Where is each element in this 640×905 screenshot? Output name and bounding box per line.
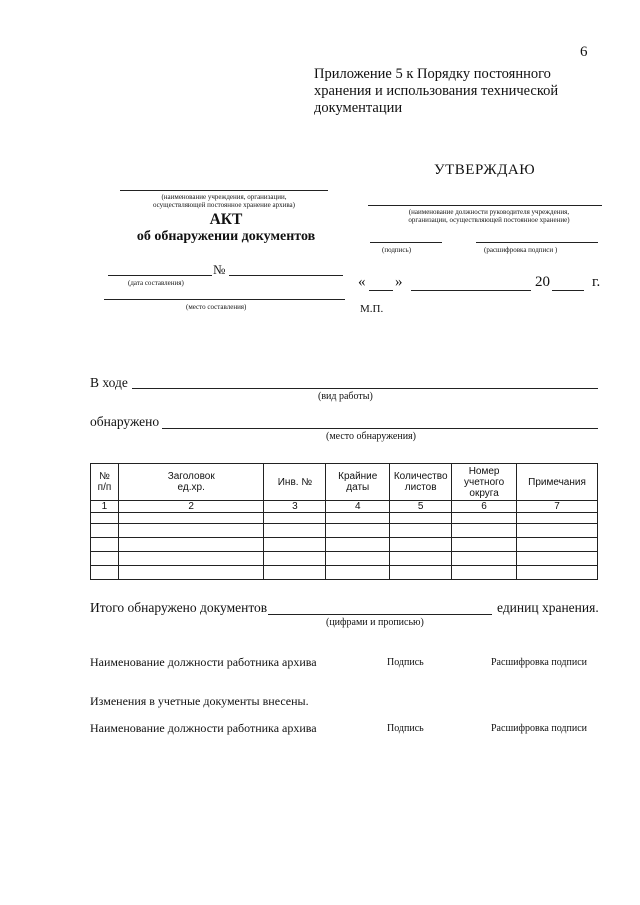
table-row xyxy=(91,552,598,566)
table-cell xyxy=(264,524,326,538)
position-caption-2: организации, осуществляющей постоянное хранение) xyxy=(408,216,570,224)
approve-signature-line xyxy=(370,242,442,243)
number-sign: № xyxy=(213,262,226,277)
table-row xyxy=(91,513,598,524)
appendix-note xyxy=(314,66,558,117)
table-cell xyxy=(326,552,390,566)
appendix-line-3: документации xyxy=(314,100,403,116)
approve-day-line xyxy=(369,290,393,291)
position-caption-1: (наименование должности руководителя учреждения, xyxy=(408,208,570,216)
table-cell xyxy=(326,513,390,524)
table-cell xyxy=(517,513,598,524)
column-number-cell: 6 xyxy=(452,501,517,513)
changes-note: Изменения в учетные документы внесены. xyxy=(90,694,309,708)
table-cell xyxy=(390,552,452,566)
work-caption: (вид работы) xyxy=(318,391,373,402)
table-cell xyxy=(118,524,264,538)
table-cell xyxy=(390,513,452,524)
approve-date-open-quote: « xyxy=(358,274,366,290)
signature-label-1: Подпись xyxy=(387,657,424,668)
table-cell xyxy=(118,566,264,580)
total-units: единиц хранения. xyxy=(497,600,599,615)
table-row xyxy=(91,524,598,538)
table-cell xyxy=(264,552,326,566)
table-cell xyxy=(326,524,390,538)
position-line xyxy=(368,205,602,206)
table-cell xyxy=(517,552,598,566)
table-row xyxy=(91,566,598,580)
table-cell xyxy=(452,552,517,566)
table-header-row xyxy=(91,464,598,501)
approve-date-close-quote: » xyxy=(395,274,403,290)
table-cell xyxy=(452,524,517,538)
table-cell xyxy=(118,552,264,566)
col-header-notes: Примечания xyxy=(517,464,598,501)
found-line xyxy=(162,428,598,429)
signature-decoding-2: Расшифровка подписи xyxy=(491,723,587,734)
col-header-inventory: Инв. № xyxy=(264,464,326,501)
table-cell xyxy=(452,566,517,580)
column-number-cell: 1 xyxy=(91,501,119,513)
column-number-cell: 7 xyxy=(517,501,598,513)
column-number-cell: 4 xyxy=(326,501,390,513)
page-number: 6 xyxy=(580,44,588,60)
table-cell xyxy=(452,538,517,552)
seal-mark: М.П. xyxy=(360,303,384,315)
table-cell xyxy=(118,538,264,552)
column-number-cell: 3 xyxy=(264,501,326,513)
col-header-sheets: Количество листов xyxy=(390,464,452,501)
table-cell xyxy=(517,566,598,580)
table-cell xyxy=(390,538,452,552)
date-line xyxy=(108,275,212,276)
act-title: АКТ xyxy=(209,211,243,228)
number-line xyxy=(229,275,343,276)
approve-decoding-caption: (расшифровка подписи ) xyxy=(484,246,558,254)
approve-month-line xyxy=(411,290,531,291)
place-line xyxy=(104,299,345,300)
approve-title: УТВЕРЖДАЮ xyxy=(434,162,536,178)
during-label: В ходе xyxy=(90,375,128,390)
org-line xyxy=(120,190,328,191)
table-cell xyxy=(390,524,452,538)
table-cell xyxy=(517,538,598,552)
table-cell xyxy=(264,566,326,580)
approve-year-prefix: 20 xyxy=(535,274,550,290)
table-number-row xyxy=(91,501,598,513)
table-cell xyxy=(91,513,119,524)
approve-decoding-line xyxy=(476,242,598,243)
position-caption xyxy=(384,208,594,224)
table-cell xyxy=(390,566,452,580)
total-caption: (цифрами и прописью) xyxy=(326,617,424,628)
org-caption-2: осуществляющей постоянное хранение архива) xyxy=(152,201,295,209)
approve-year-suffix: г. xyxy=(592,274,601,290)
date-caption: (дата составления) xyxy=(128,279,184,287)
signature-position-2: Наименование должности работника архива xyxy=(90,721,317,735)
table-cell xyxy=(91,538,119,552)
col-header-number: № п/п xyxy=(91,464,119,501)
found-label: обнаружено xyxy=(90,414,160,429)
table-cell xyxy=(326,566,390,580)
table-cell xyxy=(452,513,517,524)
table-cell xyxy=(91,524,119,538)
total-label: Итого обнаружено документов xyxy=(90,600,268,615)
org-caption xyxy=(118,193,330,209)
signature-position-1: Наименование должности работника архива xyxy=(90,655,317,669)
org-caption-1: (наименование учреждения, организации, xyxy=(161,193,287,201)
documents-table xyxy=(90,463,598,580)
work-line xyxy=(132,388,598,389)
table-cell xyxy=(91,552,119,566)
col-header-title: Заголовок ед.хр. xyxy=(118,464,264,501)
table-cell xyxy=(264,513,326,524)
act-subtitle: об обнаружении документов xyxy=(136,229,316,244)
appendix-line-1: Приложение 5 к Порядку постоянного xyxy=(314,66,551,82)
appendix-line-2: хранения и использования технической xyxy=(314,83,559,99)
signature-label-2: Подпись xyxy=(387,723,424,734)
table-cell xyxy=(264,538,326,552)
total-line xyxy=(268,614,492,615)
table-cell xyxy=(326,538,390,552)
found-caption: (место обнаружения) xyxy=(326,431,416,442)
table-cell xyxy=(517,524,598,538)
column-number-cell: 2 xyxy=(118,501,264,513)
table-cell xyxy=(91,566,119,580)
table-row xyxy=(91,538,598,552)
approve-signature-caption: (подпись) xyxy=(382,246,412,254)
approve-year-line xyxy=(552,290,584,291)
place-caption: (место составления) xyxy=(186,303,247,311)
col-header-district: Номер учетного округа xyxy=(452,464,517,501)
table-cell xyxy=(118,513,264,524)
column-number-cell: 5 xyxy=(390,501,452,513)
signature-decoding-1: Расшифровка подписи xyxy=(491,657,587,668)
col-header-dates: Крайние даты xyxy=(326,464,390,501)
